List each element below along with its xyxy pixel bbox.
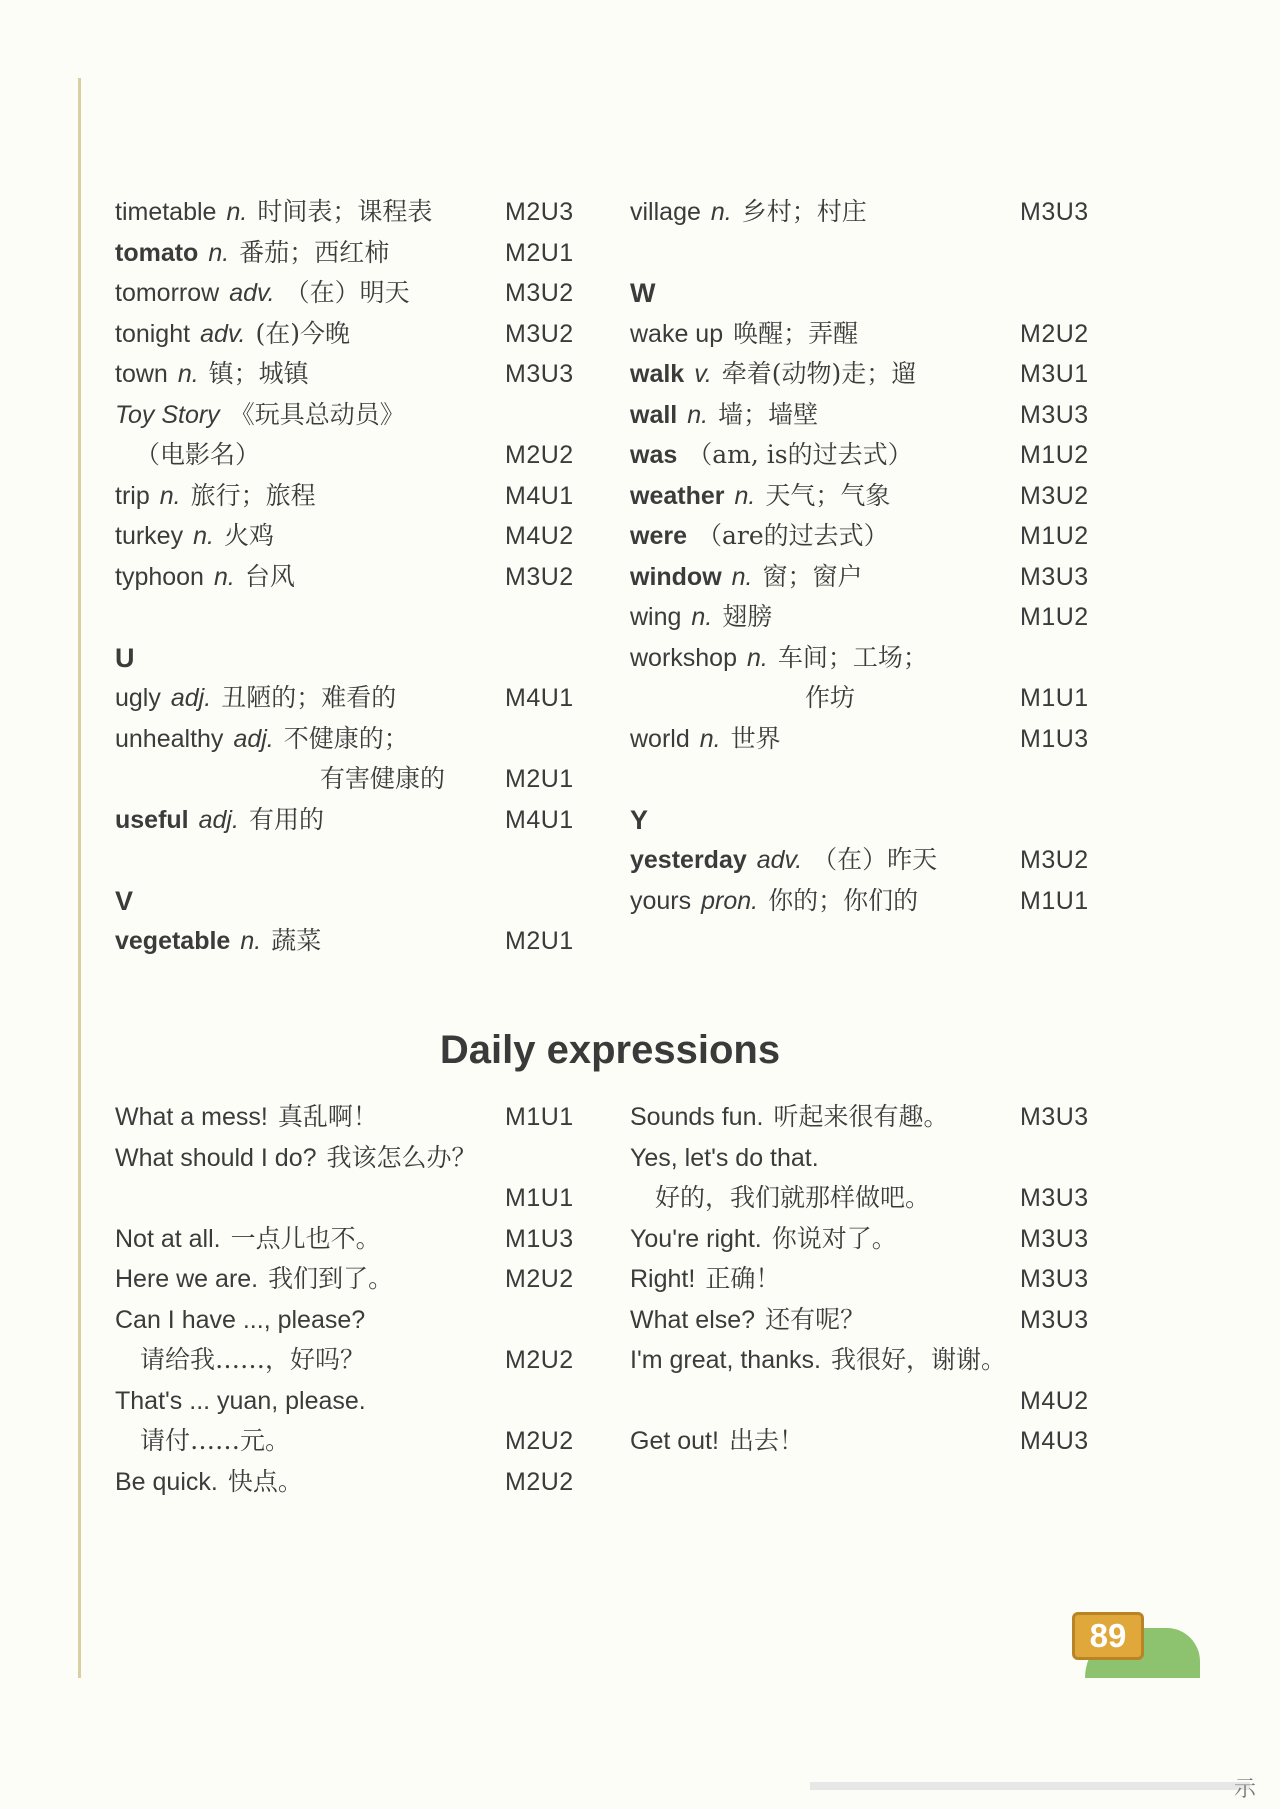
entry-chinese-meaning: 正确！ bbox=[705, 1264, 781, 1293]
entry-chinese-meaning: 乡村；村庄 bbox=[741, 197, 867, 226]
unit-code: M3U3 bbox=[1020, 1224, 1089, 1253]
entry-part-of-speech: adj. bbox=[170, 684, 212, 712]
expression-text: Here we are. bbox=[115, 1265, 259, 1293]
entry-word: walk bbox=[630, 360, 685, 388]
entry-part-of-speech: n. bbox=[208, 238, 230, 267]
entry-chinese-meaning: （am, is的过去式） bbox=[687, 440, 913, 469]
unit-code: M3U3 bbox=[1020, 1103, 1089, 1131]
glossary-entry bbox=[115, 233, 615, 274]
spacer bbox=[115, 840, 615, 881]
glossary-entry bbox=[115, 678, 615, 719]
entry-word: tomorrow bbox=[115, 279, 220, 307]
expressions-right-column bbox=[630, 1097, 1130, 1462]
entry-chinese-meaning: 车间；工场； bbox=[777, 642, 928, 672]
page-number: 89 bbox=[1072, 1612, 1144, 1660]
expression-text: Sounds fun. bbox=[630, 1103, 764, 1131]
expression-text: Not at all. bbox=[115, 1224, 221, 1253]
expression-entry bbox=[115, 1340, 615, 1381]
expression-text: I'm great, thanks. bbox=[630, 1346, 821, 1374]
unit-code: M2U2 bbox=[1020, 319, 1089, 348]
entry-chinese-meaning: 墙；墙壁 bbox=[718, 399, 819, 429]
expression-entry bbox=[630, 1259, 1130, 1300]
entry-chinese-meaning: 时间表；课程表 bbox=[257, 197, 433, 226]
section-letter: Y bbox=[630, 804, 649, 835]
entry-chinese-meaning: 我该怎么办？ bbox=[326, 1142, 477, 1172]
unit-code: M2U3 bbox=[505, 198, 574, 226]
unit-code: M3U3 bbox=[1020, 198, 1089, 226]
expression-entry bbox=[630, 1178, 1130, 1219]
unit-code: M3U1 bbox=[1020, 360, 1089, 388]
glossary-entry bbox=[630, 719, 1130, 760]
unit-code: M3U3 bbox=[1020, 1265, 1089, 1293]
entry-chinese-meaning: 番茄；西红柿 bbox=[239, 237, 390, 267]
entry-word: yours bbox=[630, 886, 692, 915]
entry-part-of-speech: n. bbox=[699, 724, 721, 753]
expression-entry bbox=[630, 1421, 1130, 1462]
entry-word: tonight bbox=[115, 319, 191, 348]
entry-chinese-meaning: 世界 bbox=[730, 723, 781, 753]
entry-chinese-meaning: 窗；窗户 bbox=[762, 561, 863, 591]
section-letter: V bbox=[115, 885, 134, 916]
section-heading: Daily expressions bbox=[439, 1028, 781, 1072]
entry-word: window bbox=[630, 562, 722, 591]
entry-chinese-meaning: (在)今晚 bbox=[255, 318, 350, 348]
entry-chinese-meaning: 你的；你们的 bbox=[768, 885, 919, 915]
entry-chinese-meaning: （在）明天 bbox=[284, 278, 410, 307]
glossary-entry bbox=[630, 678, 1130, 719]
bottom-bar bbox=[810, 1782, 1250, 1790]
entry-word: wall bbox=[630, 400, 678, 429]
unit-code: M3U3 bbox=[505, 360, 574, 388]
entry-part-of-speech: n. bbox=[731, 562, 753, 591]
glossary-entry bbox=[115, 273, 615, 314]
section-letter: U bbox=[115, 642, 135, 673]
glossary-entry bbox=[630, 476, 1130, 517]
glossary-entry bbox=[630, 516, 1130, 557]
entry-part-of-speech: n. bbox=[691, 603, 713, 631]
entry-word: yesterday bbox=[630, 846, 747, 874]
expression-entry bbox=[115, 1381, 615, 1422]
entry-part-of-speech: adv. bbox=[229, 279, 275, 307]
entry-chinese-meaning: 有用的 bbox=[248, 804, 324, 834]
expression-text: What should I do? bbox=[115, 1143, 317, 1172]
expression-text: You're right. bbox=[630, 1224, 762, 1253]
unit-code: M3U2 bbox=[505, 562, 574, 591]
entry-part-of-speech: n. bbox=[240, 927, 262, 955]
unit-code: M4U1 bbox=[505, 481, 574, 510]
entry-continuation: 有害健康的 bbox=[320, 764, 446, 793]
spacer bbox=[115, 597, 615, 638]
entry-word: trip bbox=[115, 481, 150, 510]
glossary-entry bbox=[630, 638, 1130, 679]
entry-part-of-speech: n. bbox=[734, 481, 756, 510]
expression-entry bbox=[630, 1219, 1130, 1260]
expression-text: What a mess! bbox=[115, 1103, 268, 1131]
expression-entry bbox=[115, 1259, 615, 1300]
entry-word: turkey bbox=[115, 522, 184, 550]
entry-part-of-speech: n. bbox=[213, 562, 235, 591]
entry-chinese-meaning: 丑陋的；难看的 bbox=[221, 683, 397, 712]
glossary-entry bbox=[115, 192, 615, 233]
entry-word: tomato bbox=[115, 238, 199, 267]
entry-part-of-speech: n. bbox=[710, 198, 732, 226]
expression-entry bbox=[115, 1219, 615, 1260]
entry-chinese-meaning: （在）昨天 bbox=[812, 845, 938, 874]
entry-chinese-meaning: 我很好，谢谢。 bbox=[830, 1345, 1006, 1374]
unit-code: M1U2 bbox=[1020, 441, 1089, 469]
entry-chinese-meaning: 《玩具总动员》 bbox=[229, 399, 405, 429]
unit-code: M4U3 bbox=[1020, 1427, 1089, 1455]
entry-part-of-speech: n. bbox=[226, 198, 248, 226]
expression-text: Be quick. bbox=[115, 1467, 218, 1496]
unit-code: M4U2 bbox=[505, 522, 574, 550]
unit-code: M2U2 bbox=[505, 1467, 574, 1496]
expression-entry bbox=[115, 1421, 615, 1462]
entry-continuation: 请付……元。 bbox=[140, 1426, 291, 1455]
entry-chinese-meaning: 一点儿也不。 bbox=[230, 1223, 381, 1253]
entry-part-of-speech: n. bbox=[177, 360, 199, 388]
entry-chinese-meaning: 真乱啊！ bbox=[277, 1102, 378, 1131]
glossary-entry bbox=[115, 516, 615, 557]
entry-chinese-meaning: （are的过去式） bbox=[696, 521, 889, 550]
unit-code: M3U2 bbox=[505, 279, 574, 307]
section-letter: W bbox=[630, 278, 656, 308]
entry-word: weather bbox=[630, 481, 725, 510]
glossary-entry bbox=[115, 395, 615, 436]
glossary-entry bbox=[115, 476, 615, 517]
unit-code: M1U3 bbox=[505, 1224, 574, 1253]
page-spine-line bbox=[78, 78, 81, 1678]
glossary-entry bbox=[115, 759, 615, 800]
entry-part-of-speech: adj. bbox=[233, 724, 274, 753]
glossary-entry bbox=[630, 192, 1130, 233]
entry-part-of-speech: n. bbox=[747, 643, 768, 672]
unit-code: M3U3 bbox=[1020, 1184, 1089, 1212]
expression-text: Yes, let's do that. bbox=[630, 1143, 819, 1172]
entry-part-of-speech: v. bbox=[694, 360, 712, 388]
entry-chinese-meaning: 还有呢？ bbox=[765, 1304, 866, 1334]
unit-code: M1U2 bbox=[1020, 522, 1089, 550]
glossary-entry bbox=[630, 314, 1130, 355]
entry-part-of-speech: n. bbox=[159, 481, 181, 510]
entry-chinese-meaning: 蔬菜 bbox=[271, 926, 322, 955]
expression-text: Right! bbox=[630, 1265, 696, 1293]
glossary-entry bbox=[115, 800, 615, 841]
entry-word: was bbox=[630, 441, 678, 469]
unit-code: M2U2 bbox=[505, 1265, 574, 1293]
entry-word: were bbox=[630, 522, 687, 550]
unit-code: M3U3 bbox=[1020, 400, 1089, 429]
unit-code: M1U1 bbox=[1020, 886, 1089, 915]
glossary-entry bbox=[630, 557, 1130, 598]
entry-chinese-meaning: 我们到了。 bbox=[268, 1264, 394, 1293]
entry-chinese-meaning: 出去！ bbox=[728, 1426, 804, 1455]
expression-text: That's ... yuan, please. bbox=[115, 1386, 366, 1415]
glossary-entry bbox=[115, 354, 615, 395]
expression-text: What else? bbox=[630, 1305, 756, 1334]
entry-chinese-meaning: 旅行；旅程 bbox=[190, 480, 316, 510]
unit-code: M1U1 bbox=[505, 1103, 574, 1131]
entry-chinese-meaning: 快点。 bbox=[227, 1466, 303, 1496]
unit-code: M1U1 bbox=[505, 1184, 574, 1212]
glossary-entry bbox=[115, 557, 615, 598]
expression-entry bbox=[630, 1138, 1130, 1179]
entry-chinese-meaning: 不健康的； bbox=[283, 723, 409, 753]
expression-text: Can I have ..., please? bbox=[115, 1305, 366, 1334]
glossary-right-column bbox=[630, 192, 1130, 921]
glossary-entry bbox=[115, 314, 615, 355]
entry-part-of-speech: adv. bbox=[200, 319, 246, 348]
expression-entry bbox=[630, 1097, 1130, 1138]
entry-continuation: 作坊 bbox=[805, 683, 856, 712]
glossary-entry bbox=[630, 881, 1130, 922]
expression-entry bbox=[630, 1300, 1130, 1341]
unit-code: M4U1 bbox=[505, 684, 574, 712]
unit-code: M1U2 bbox=[1020, 603, 1089, 631]
glossary-entry bbox=[630, 354, 1130, 395]
entry-chinese-meaning: 天气；气象 bbox=[765, 480, 891, 510]
unit-code: M4U1 bbox=[505, 805, 574, 834]
glossary-entry bbox=[115, 921, 615, 962]
entry-word: Toy Story bbox=[115, 400, 220, 429]
entry-word: timetable bbox=[115, 198, 217, 226]
expression-entry bbox=[115, 1462, 615, 1503]
spacer bbox=[630, 759, 1130, 800]
glossary-entry bbox=[630, 435, 1130, 476]
expression-entry bbox=[115, 1300, 615, 1341]
entry-word: workshop bbox=[630, 643, 737, 672]
unit-code: M3U3 bbox=[1020, 1305, 1089, 1334]
expression-entry bbox=[630, 1340, 1130, 1381]
glossary-entry bbox=[115, 719, 615, 760]
entry-continuation: 请给我……，好吗？ bbox=[140, 1345, 366, 1374]
spacer bbox=[630, 233, 1130, 274]
entry-part-of-speech: n. bbox=[193, 522, 214, 550]
entry-word: world bbox=[630, 724, 690, 753]
entry-chinese-meaning: 唤醒；弄醒 bbox=[733, 318, 859, 348]
entry-word: vegetable bbox=[115, 927, 231, 955]
entry-word: unhealthy bbox=[115, 724, 224, 753]
expression-entry bbox=[630, 1381, 1130, 1422]
entry-word: wake up bbox=[630, 319, 724, 348]
entry-word: typhoon bbox=[115, 562, 204, 591]
entry-word: town bbox=[115, 360, 168, 388]
unit-code: M2U1 bbox=[505, 927, 574, 955]
glossary-left-column bbox=[115, 192, 615, 962]
entry-part-of-speech: n. bbox=[687, 400, 709, 429]
unit-code: M1U3 bbox=[1020, 724, 1089, 753]
unit-code: M2U2 bbox=[505, 1346, 574, 1374]
unit-code: M2U2 bbox=[505, 1427, 574, 1455]
unit-code: M3U2 bbox=[1020, 846, 1089, 874]
unit-code: M2U1 bbox=[505, 765, 574, 793]
entry-word: useful bbox=[115, 805, 189, 834]
entry-chinese-meaning: 翅膀 bbox=[722, 602, 773, 631]
corner-mark: 示 bbox=[1234, 1777, 1257, 1802]
unit-code: M2U1 bbox=[505, 238, 574, 267]
glossary-entry bbox=[630, 395, 1130, 436]
unit-code: M4U2 bbox=[1020, 1386, 1089, 1415]
expression-text: Get out! bbox=[630, 1427, 719, 1455]
expressions-left-column bbox=[115, 1097, 615, 1502]
entry-chinese-meaning: 火鸡 bbox=[223, 521, 274, 550]
entry-part-of-speech: adj. bbox=[198, 805, 239, 834]
entry-chinese-meaning: 听起来很有趣。 bbox=[773, 1102, 949, 1131]
unit-code: M1U1 bbox=[1020, 684, 1089, 712]
expression-entry bbox=[115, 1138, 615, 1179]
unit-code: M3U2 bbox=[1020, 481, 1089, 510]
expression-entry bbox=[115, 1178, 615, 1219]
entry-chinese-meaning: 你说对了。 bbox=[771, 1223, 897, 1253]
entry-part-of-speech: adv. bbox=[756, 846, 803, 874]
entry-chinese-meaning: 牵着(动物)走；遛 bbox=[721, 359, 917, 388]
entry-part-of-speech: pron. bbox=[701, 886, 759, 915]
glossary-entry bbox=[630, 597, 1130, 638]
entry-chinese-meaning: 台风 bbox=[244, 561, 295, 591]
entry-chinese-meaning: 镇；城镇 bbox=[208, 359, 309, 388]
expression-entry bbox=[115, 1097, 615, 1138]
glossary-entry bbox=[630, 840, 1130, 881]
unit-code: M3U3 bbox=[1020, 562, 1089, 591]
glossary-entry bbox=[115, 435, 615, 476]
entry-word: village bbox=[630, 198, 701, 226]
unit-code: M3U2 bbox=[505, 319, 574, 348]
unit-code: M2U2 bbox=[505, 441, 574, 469]
entry-word: ugly bbox=[115, 684, 161, 712]
entry-word: wing bbox=[630, 603, 682, 631]
entry-continuation: （电影名） bbox=[135, 440, 261, 469]
entry-continuation: 好的，我们就那样做吧。 bbox=[655, 1183, 931, 1212]
